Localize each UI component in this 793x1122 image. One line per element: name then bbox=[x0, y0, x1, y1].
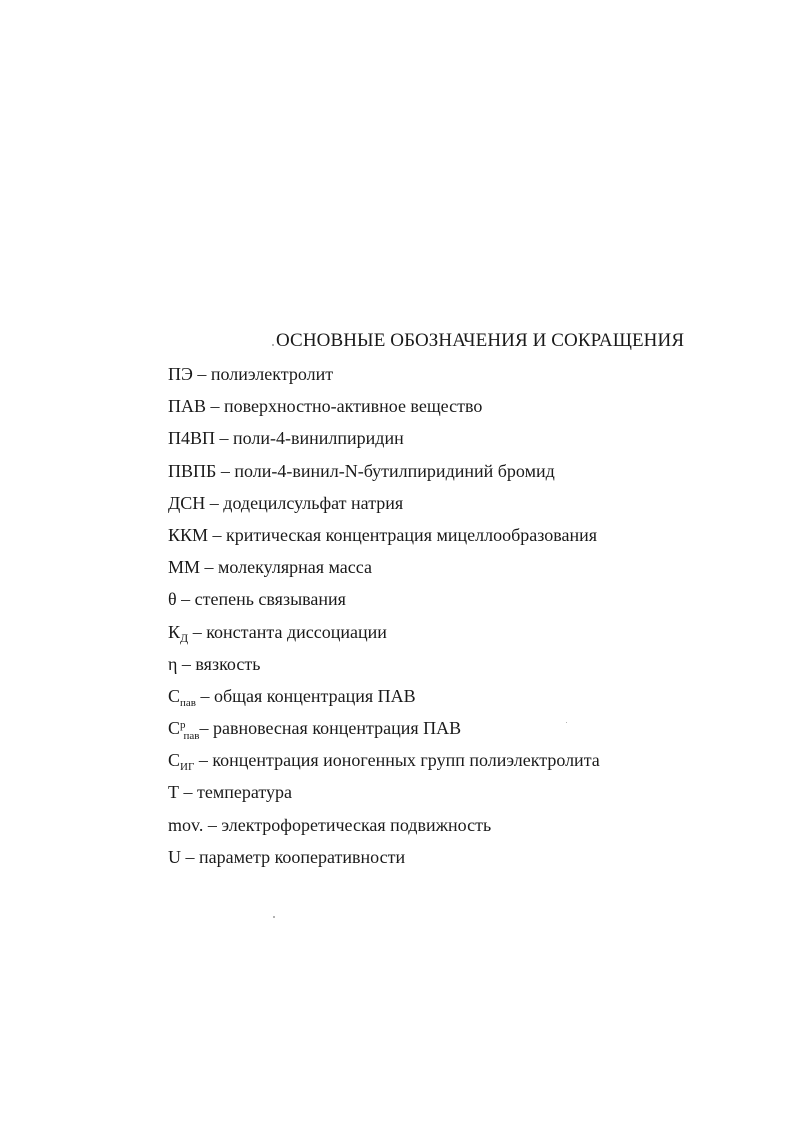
entry-term: η bbox=[168, 653, 178, 674]
list-item bbox=[168, 493, 600, 525]
entry-description: – константа диссоциации bbox=[192, 621, 387, 642]
list-item bbox=[168, 364, 600, 396]
entry-term: U bbox=[168, 846, 181, 867]
list-item bbox=[168, 750, 600, 782]
list-item bbox=[168, 428, 600, 460]
list-item bbox=[168, 815, 600, 847]
scan-speck bbox=[273, 916, 275, 918]
entry-term: θ bbox=[168, 589, 177, 610]
entry-term: ККМ bbox=[168, 524, 209, 545]
list-item bbox=[168, 782, 600, 814]
list-item bbox=[168, 525, 600, 557]
entry-term: ПАВ bbox=[168, 396, 207, 417]
entry-subscript: пав bbox=[180, 696, 196, 709]
list-item bbox=[168, 589, 600, 621]
entry-description: – равновесная концентрация ПАВ bbox=[199, 718, 462, 739]
entry-description: – параметр кооперативности bbox=[185, 846, 406, 867]
entry-term: К bbox=[168, 621, 181, 642]
entry-description: – додецилсульфат натрия bbox=[209, 492, 404, 513]
entry-subscript: пав bbox=[183, 730, 200, 743]
entry-description: – поли-4-винилпиридин bbox=[219, 428, 404, 449]
entry-description: – молекулярная масса bbox=[204, 557, 372, 578]
entry-description: – поверхностно-активное вещество bbox=[210, 396, 483, 417]
entry-subscript: Д bbox=[180, 630, 189, 645]
scan-speck bbox=[566, 722, 567, 723]
entry-term: ММ bbox=[168, 557, 201, 578]
entry-term: С bbox=[168, 750, 181, 771]
entry-description: – концентрация ионогенных групп полиэлектролита bbox=[198, 750, 600, 771]
list-item bbox=[168, 654, 600, 686]
entry-term: ДСН bbox=[168, 492, 206, 513]
entry-term: С bbox=[168, 685, 181, 706]
list-item bbox=[168, 686, 600, 718]
entry-description: – температура bbox=[183, 782, 293, 803]
entry-term: Т bbox=[168, 782, 179, 803]
list-item bbox=[168, 396, 600, 428]
scan-speck bbox=[272, 344, 274, 346]
entry-description: – поли-4-винил-N-бутилпиридиний бромид bbox=[220, 460, 555, 481]
list-item bbox=[168, 557, 600, 589]
entry-term: П4ВП bbox=[168, 428, 216, 449]
entry-description: – критическая концентрация мицеллообразования bbox=[212, 524, 598, 545]
entry-term: ПЭ bbox=[168, 364, 193, 384]
entry-description: – вязкость bbox=[181, 653, 261, 674]
entry-term: mov. bbox=[168, 814, 204, 835]
list-item bbox=[168, 622, 600, 654]
entry-superscript: р bbox=[180, 719, 186, 732]
entry-description: – степень связывания bbox=[181, 589, 346, 610]
entry-description: – общая концентрация ПАВ bbox=[200, 685, 416, 706]
entry-description: – электрофоретическая подвижность bbox=[207, 814, 492, 835]
list-item bbox=[168, 718, 600, 750]
abbreviations-list bbox=[168, 364, 600, 879]
entry-term: С bbox=[168, 718, 181, 739]
entry-subscript: ИГ bbox=[180, 761, 195, 774]
list-item bbox=[168, 847, 600, 879]
entry-description: – полиэлектролит bbox=[197, 364, 334, 384]
page-title: ОСНОВНЫЕ ОБОЗНАЧЕНИЯ И СОКРАЩЕНИЯ bbox=[276, 330, 685, 351]
list-item bbox=[168, 461, 600, 493]
entry-term: ПВПБ bbox=[168, 460, 217, 481]
